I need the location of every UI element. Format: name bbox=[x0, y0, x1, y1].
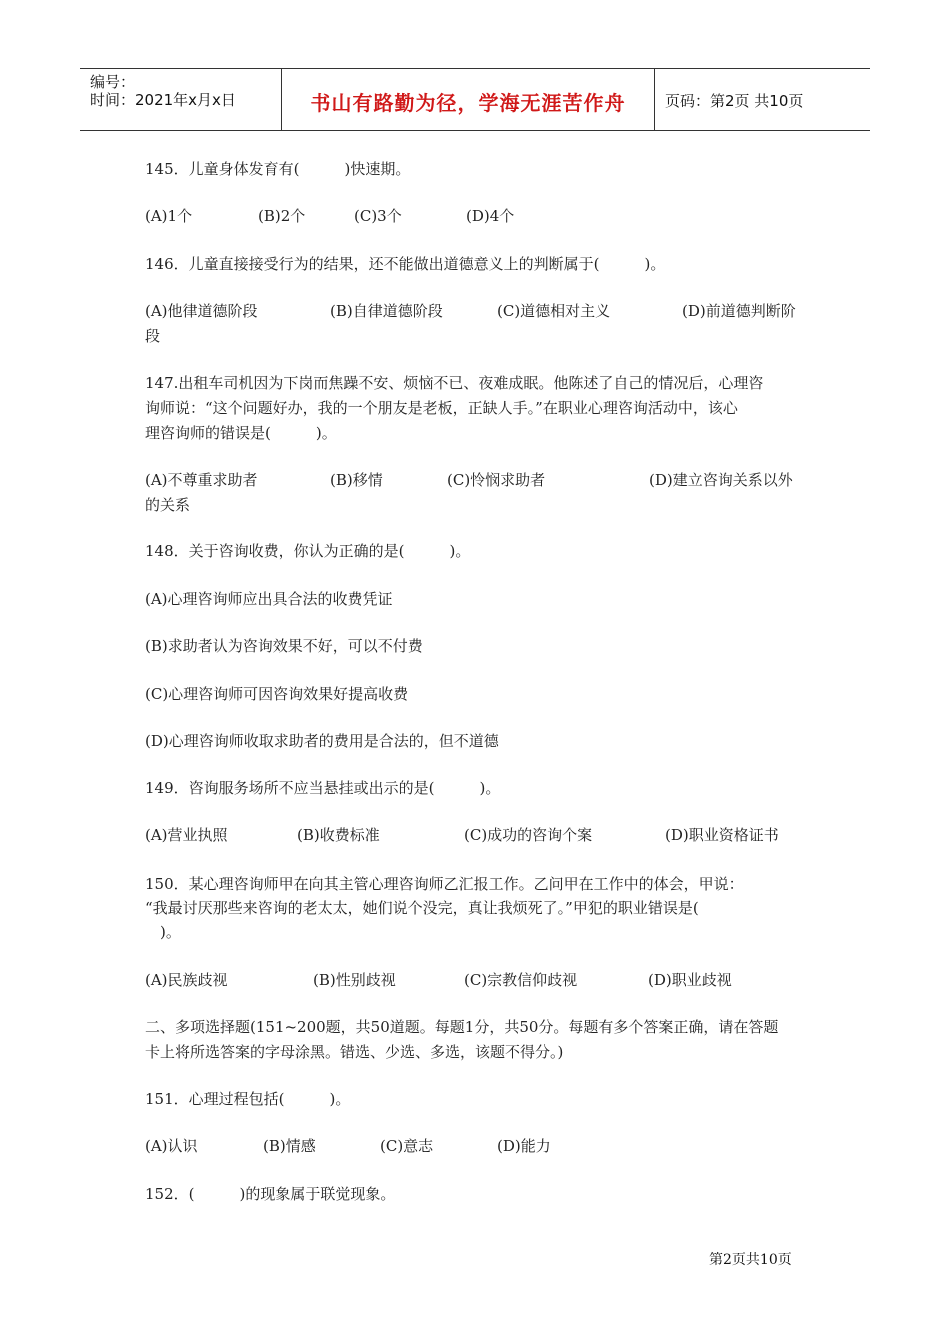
q151-option-a: (A)认识 bbox=[145, 1137, 198, 1155]
q146-option-a: (A)他律道德阶段 bbox=[145, 302, 258, 320]
question-146-stem: 146．儿童直接接受行为的结果，还不能做出道德意义上的判断属于( )。 bbox=[145, 255, 666, 273]
q150-option-a: (A)民族歧视 bbox=[145, 971, 228, 989]
header-left-cell bbox=[80, 69, 282, 130]
section-2-heading-line2: 卡上将所选答案的字母涂黑。错选、少选、多选，该题不得分。) bbox=[145, 1043, 564, 1061]
q145-option-a: (A)1个 bbox=[145, 207, 193, 225]
q149-option-b: (B)收费标准 bbox=[297, 826, 380, 844]
question-148-stem: 148．关于咨询收费，你认为正确的是( )。 bbox=[145, 542, 471, 560]
question-150-stem-line3: )。 bbox=[145, 923, 181, 941]
q149-option-c: (C)成功的咨询个案 bbox=[464, 826, 593, 844]
q151-option-b: (B)情感 bbox=[263, 1137, 316, 1155]
q150-option-c: (C)宗教信仰歧视 bbox=[464, 971, 578, 989]
question-147-stem-line3: 理咨询师的错误是( )。 bbox=[145, 424, 337, 442]
q145-option-c: (C)3个 bbox=[354, 207, 402, 225]
header-page-cell bbox=[655, 69, 870, 130]
q147-option-c: (C)怜悯求助者 bbox=[447, 471, 546, 489]
question-152-stem: 152．( )的现象属于联觉现象。 bbox=[145, 1185, 396, 1203]
q148-option-a: (A)心理咨询师应出具合法的收费凭证 bbox=[145, 590, 393, 608]
page-header bbox=[80, 68, 870, 131]
q149-option-a: (A)营业执照 bbox=[145, 826, 228, 844]
q148-option-b: (B)求助者认为咨询效果不好，可以不付费 bbox=[145, 637, 423, 655]
page-label: 页码：第2页 共10页 bbox=[665, 92, 804, 110]
number-label: 编号： bbox=[90, 73, 136, 91]
q148-option-d: (D)心理咨询师收取求助者的费用是合法的，但不道德 bbox=[145, 732, 499, 750]
q147-option-d-continued: 的关系 bbox=[145, 496, 191, 514]
q147-option-a: (A)不尊重求助者 bbox=[145, 471, 258, 489]
q145-option-d: (D)4个 bbox=[466, 207, 515, 225]
q151-option-d: (D)能力 bbox=[497, 1137, 551, 1155]
question-149-stem: 149．咨询服务场所不应当悬挂或出示的是( )。 bbox=[145, 779, 501, 797]
question-147-stem-line2: 询师说：“这个问题好办，我的一个朋友是老板，正缺人手。”在职业心理咨询活动中，该心 bbox=[145, 399, 738, 417]
section-2-heading-line1: 二、多项选择题(151~200题，共50道题。每题1分，共50分。每题有多个答案正确，请在答题 bbox=[145, 1018, 779, 1036]
q146-option-b: (B)自律道德阶段 bbox=[330, 302, 443, 320]
header-motto-cell bbox=[282, 69, 655, 130]
q146-option-c: (C)道德相对主义 bbox=[497, 302, 611, 320]
q150-option-b: (B)性别歧视 bbox=[313, 971, 396, 989]
q147-option-d: (D)建立咨询关系以外 bbox=[649, 471, 793, 489]
question-151-stem: 151．心理过程包括( )。 bbox=[145, 1090, 351, 1108]
question-150-stem-line2: “我最讨厌那些来咨询的老太太，她们说个没完，真让我烦死了。”甲犯的职业错误是( bbox=[145, 899, 699, 917]
time-label: 时间：2021年x月x日 bbox=[90, 91, 236, 109]
q146-option-d-continued: 段 bbox=[145, 327, 161, 345]
q148-option-c: (C)心理咨询师可因咨询效果好提高收费 bbox=[145, 685, 409, 703]
q147-option-b: (B)移情 bbox=[330, 471, 383, 489]
page-footer: 第2页共10页 bbox=[709, 1252, 792, 1268]
q146-option-d: (D)前道德判断阶 bbox=[682, 302, 796, 320]
q151-option-c: (C)意志 bbox=[380, 1137, 434, 1155]
q149-option-d: (D)职业资格证书 bbox=[665, 826, 779, 844]
question-150-stem-line1: 150．某心理咨询师甲在向其主管心理咨询师乙汇报工作。乙问甲在工作中的体会，甲说： bbox=[145, 875, 744, 893]
q150-option-d: (D)职业歧视 bbox=[648, 971, 732, 989]
question-145-stem: 145．儿童身体发育有( )快速期。 bbox=[145, 160, 411, 178]
question-147-stem-line1: 147.出租车司机因为下岗而焦躁不安、烦恼不已、夜难成眠。他陈述了自己的情况后，心理咨 bbox=[145, 374, 764, 392]
q145-option-b: (B)2个 bbox=[258, 207, 306, 225]
motto-text: 书山有路勤为径，学海无涯苦作舟 bbox=[310, 91, 626, 115]
